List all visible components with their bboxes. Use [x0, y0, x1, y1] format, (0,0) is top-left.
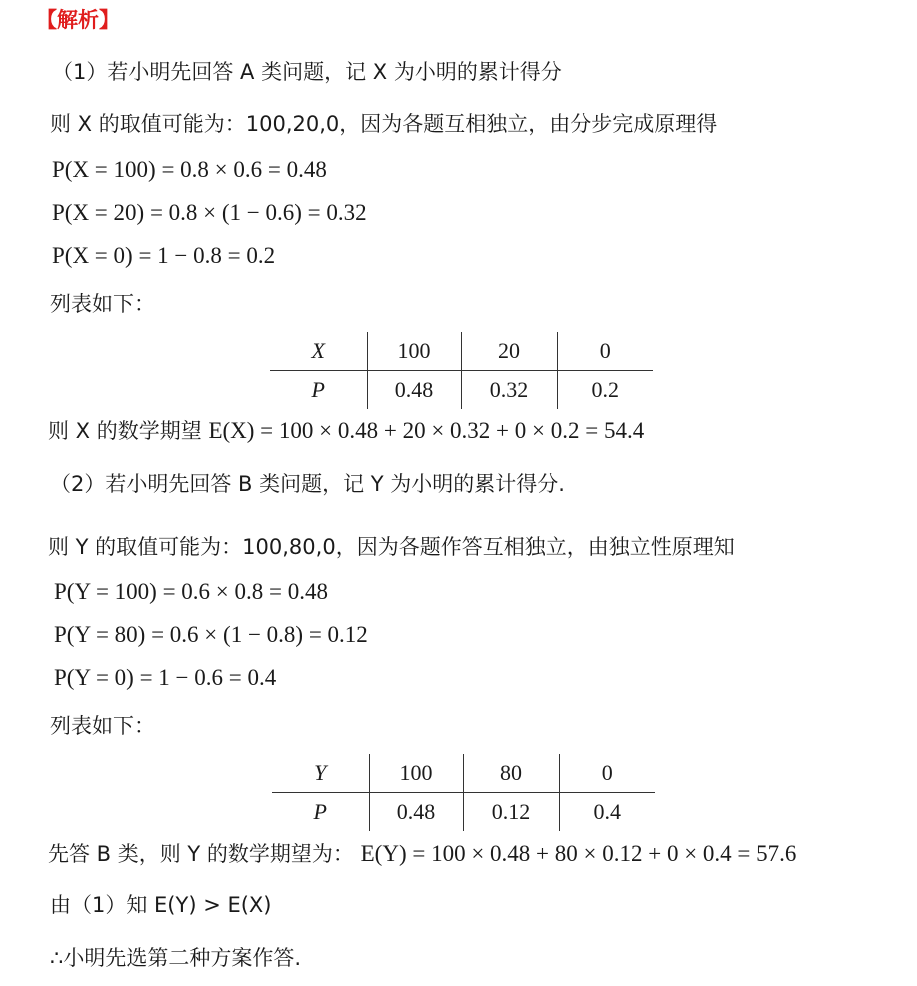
table-cell: P [311, 377, 325, 402]
part2-prob-1: P(Y = 100) = 0.6 × 0.8 = 0.48 [54, 579, 329, 604]
table-cell: 100 [367, 332, 461, 371]
expectation-formula: E(X) = 100 × 0.48 + 20 × 0.32 + 0 × 0.2 = 54.4 [208, 418, 645, 443]
part2-values-line: 则 Y 的取值可能为：100,80,0，因为各题作答互相独立，由独立性原理知 [48, 535, 735, 559]
part2-expectation-line [48, 840, 796, 868]
part2-prob-2: P(Y = 80) = 0.6 × (1 − 0.8) = 0.12 [54, 622, 368, 647]
table-cell: 0.48 [367, 371, 461, 410]
part1-prob-2: P(X = 20) = 0.8 × (1 − 0.6) = 0.32 [52, 200, 367, 225]
part1-values-line: 则 X 的取值可能为：100,20,0，因为各题互相独立，由分步完成原理得 [50, 112, 718, 136]
part1-distribution-table [270, 332, 653, 409]
part2-table-intro: 列表如下： [50, 714, 155, 738]
expectation-formula: E(Y) = 100 × 0.48 + 80 × 0.12 + 0 × 0.4 = 57.6 [360, 841, 797, 866]
table-row [270, 332, 653, 371]
part2-intro: （2）若小明先回答 B 类问题，记 Y 为小明的累计得分. [50, 472, 565, 496]
part2-distribution-table [272, 754, 655, 831]
table-cell: 0.32 [461, 371, 557, 410]
table-cell: 0 [559, 754, 655, 793]
expectation-prefix: 则 X 的数学期望 [48, 419, 202, 443]
table-row [272, 793, 655, 832]
table-cell: 0.4 [559, 793, 655, 832]
table-cell: 100 [369, 754, 463, 793]
table-cell: P [313, 799, 327, 824]
table-cell: 0.2 [557, 371, 653, 410]
part2-prob-3: P(Y = 0) = 1 − 0.6 = 0.4 [54, 665, 277, 690]
part1-intro: （1）若小明先回答 A 类问题，记 X 为小明的累计得分 [52, 60, 562, 84]
part1-expectation-line [48, 417, 644, 445]
table-row [272, 754, 655, 793]
expectation-prefix: 先答 B 类，则 Y 的数学期望为： [48, 842, 354, 866]
section-header: 【解析】 [36, 8, 120, 32]
part1-table-intro: 列表如下： [50, 292, 155, 316]
conclusion-line: ∴小明先选第二种方案作答. [50, 946, 302, 970]
table-row [270, 371, 653, 410]
comparison-line: 由（1）知 E(Y) > E(X) [50, 893, 272, 917]
part1-prob-3: P(X = 0) = 1 − 0.8 = 0.2 [52, 243, 276, 268]
table-cell: 0.12 [463, 793, 559, 832]
table-cell: 0.48 [369, 793, 463, 832]
table-cell: Y [272, 754, 369, 793]
table-cell: X [270, 332, 367, 371]
table-cell: 0 [557, 332, 653, 371]
table-cell: 80 [463, 754, 559, 793]
part1-prob-1: P(X = 100) = 0.8 × 0.6 = 0.48 [52, 157, 327, 182]
table-cell: 20 [461, 332, 557, 371]
